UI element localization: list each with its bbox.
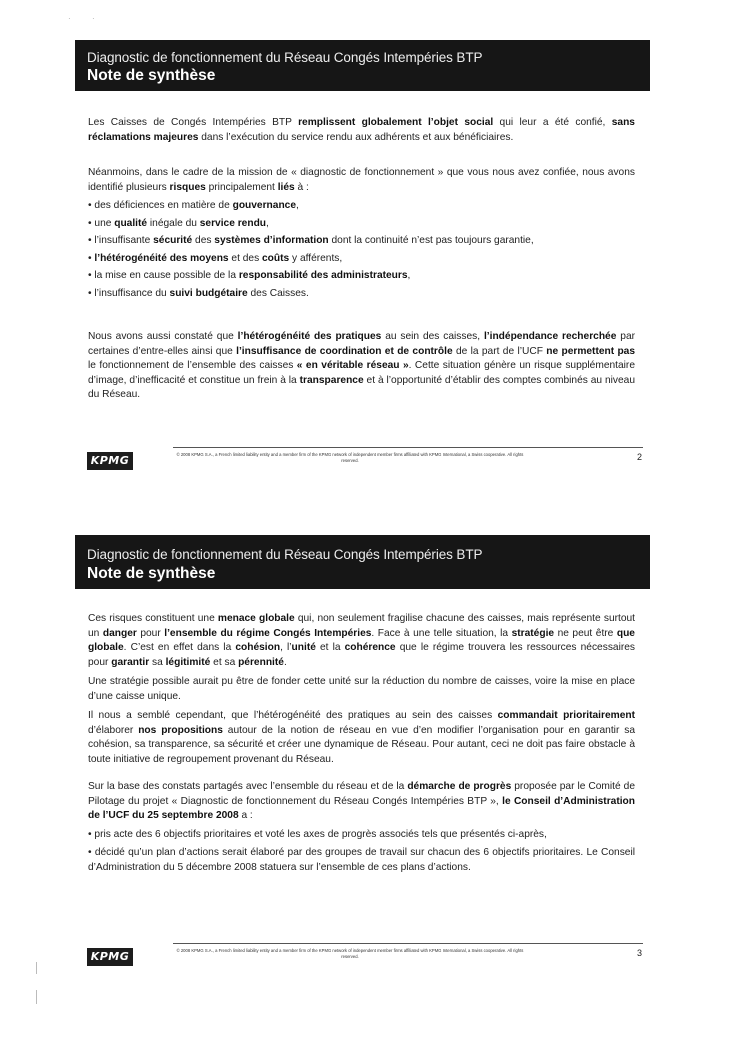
page-number: 3 bbox=[636, 948, 642, 958]
paragraph: Sur la base des constats partagés avec l’ensemble du réseau et de la démarche de progrès proposée par le Comité de Pilotage du projet « Diagnostic de fonctionnement du Réseau Congés Intempéries BTP », le Conseil d’Administration de l’UCF du 25 septembre 2008 a : bbox=[88, 781, 636, 821]
copyright-notice: © 2008 KPMG S.A., a French limited liability entity and a member firm of the KPMG network of independent member firms affiliated with KPMG International, a Swiss cooperative. All rights reserved. bbox=[176, 948, 524, 959]
page-number: 2 bbox=[636, 452, 642, 462]
body-text bbox=[88, 166, 635, 301]
scan-mark bbox=[36, 990, 37, 1004]
list-item: • l’insuffisante sécurité des systèmes d’information dont la continuité n’est pas toujours garantie, bbox=[88, 234, 635, 249]
paragraph: Les Caisses de Congés Intempéries BTP remplissent globalement l’objet social qui leur a été confié, sans réclamations majeures dans l’exécution du service rendu aux adhérents et aux bénéficiaires. bbox=[88, 117, 635, 143]
paragraph: Il nous a semblé cependant, que l’hétérogénéité des pratiques au sein des caisses commandait prioritairement d’élaborer nos propositions autour de la notion de réseau en vue d’en modifier l’organisation pour en garantir sa cohésion, sa transparence, sa sécurité et créer une dynamique de Réseau. Pour autant, ceci ne doit pas faire obstacle à toute initiative de regroupement provenant du Réseau. bbox=[88, 710, 635, 765]
list-item: • décidé qu’un plan d’actions serait élaboré par des groupes de travail sur chacun des 6 objectifs prioritaires. Le Conseil d’Administration du 5 décembre 2008 statuera sur l’ensemble de ces plans d’actions. bbox=[88, 846, 635, 875]
document-title: Diagnostic de fonctionnement du Réseau Congés Intempéries BTP bbox=[87, 50, 483, 65]
copyright-notice: © 2008 KPMG S.A., a French limited liability entity and a member firm of the KPMG network of independent member firms affiliated with KPMG International, a Swiss cooperative. All rights reserved. bbox=[176, 452, 524, 463]
body-text bbox=[88, 116, 635, 145]
scan-mark bbox=[36, 962, 37, 974]
page-footer bbox=[75, 948, 650, 978]
section-title: Note de synthèse bbox=[87, 565, 216, 582]
footer-divider bbox=[173, 447, 643, 448]
footer-divider bbox=[173, 943, 643, 944]
header-banner bbox=[75, 40, 650, 91]
list-item: • une qualité inégale du service rendu, bbox=[88, 217, 635, 232]
list-item: • l’hétérogénéité des moyens et des coûts y afférents, bbox=[88, 252, 635, 267]
bullet-list bbox=[88, 199, 635, 301]
body-text bbox=[88, 612, 635, 767]
list-item: • pris acte des 6 objectifs prioritaires et voté les axes de progrès associés tels que présentés ci-après, bbox=[88, 828, 635, 843]
paragraph: Une stratégie possible aurait pu être de fonder cette unité sur la réduction du nombre de caisses, voire la mise en place d’une caisse unique. bbox=[88, 676, 635, 702]
header-banner bbox=[75, 535, 650, 589]
kpmg-logo: KPMG bbox=[87, 452, 133, 470]
document-title: Diagnostic de fonctionnement du Réseau Congés Intempéries BTP bbox=[87, 547, 483, 562]
paragraph: Néanmoins, dans le cadre de la mission de « diagnostic de fonctionnement » que vous nous avez confiée, nous avons identifié plusieurs risques principalement liés à : bbox=[88, 167, 635, 193]
bullet-list bbox=[88, 828, 635, 876]
kpmg-logo: KPMG bbox=[87, 948, 133, 966]
scan-mark: · bbox=[92, 14, 95, 23]
body-text bbox=[88, 330, 635, 403]
list-item: • l’insuffisance du suivi budgétaire des Caisses. bbox=[88, 287, 635, 302]
list-item: • des déficiences en matière de gouvernance, bbox=[88, 199, 635, 214]
paragraph: Nous avons aussi constaté que l’hétérogénéité des pratiques au sein des caisses, l’indépendance recherchée par certaines d’entre-elles ainsi que l’insuffisance de coordination et de contrôle de la part de l’UCF ne permettent pas le fonctionnement de l’ensemble des caisses « en véritable réseau ». Cette situation génère un risque supplémentaire d’image, d’inefficacité et constitue un frein à la transparence et à l’opportunité d’établir des comptes combinés au niveau du Réseau. bbox=[88, 331, 636, 400]
section-title: Note de synthèse bbox=[87, 67, 216, 84]
list-item: • la mise en cause possible de la responsabilité des administrateurs, bbox=[88, 269, 635, 284]
paragraph: Ces risques constituent une menace globale qui, non seulement fragilise chacune des caisses, mais représente surtout un danger pour l’ensemble du régime Congés Intempéries. Face à une telle situation, la stratégie ne peut être que globale. C’est en effet dans la cohésion, l’unité et la cohérence que le régime trouvera les ressources nécessaires pour garantir sa légitimité et sa pérennité. bbox=[88, 613, 635, 668]
scan-mark: · bbox=[68, 14, 71, 23]
body-text bbox=[88, 780, 635, 875]
page-footer bbox=[75, 452, 650, 482]
